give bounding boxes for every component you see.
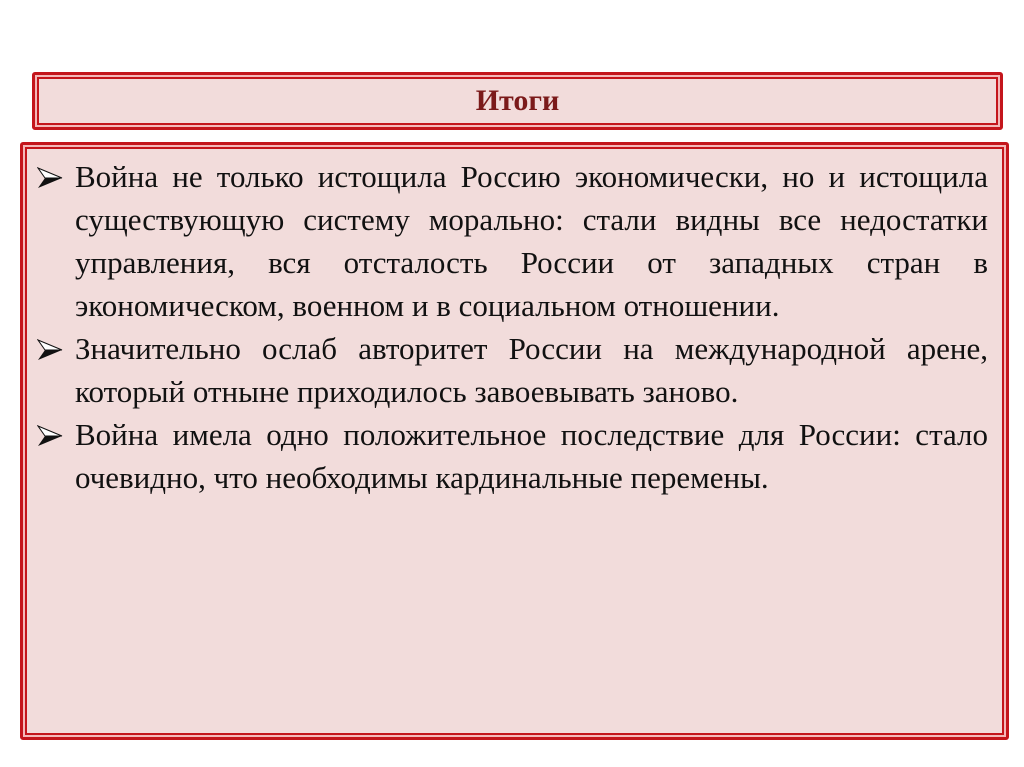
title-box [32,72,1003,130]
arrow-bullet-icon [37,327,75,413]
bullet-text: Война не только истощила Россию экономически, но и истощила существующую систему морально: стали видны все недостатки управления, вся отсталость России от западных стран в экономическом, военном и в социальном отношении. [75,159,988,323]
bullet-text: Значительно ослаб авторитет России на международной арене, который отныне приходилось завоевывать заново. [75,331,988,409]
bullet-item [37,413,988,499]
content-box [20,142,1009,740]
arrow-bullet-icon [37,413,75,499]
bullet-item [37,327,988,413]
bullet-text: Война имела одно положительное последствие для России: стало очевидно, что необходимы кардинальные перемены. [75,417,988,495]
slide-title: Итоги [475,84,560,117]
bullet-item [37,155,988,327]
arrow-bullet-icon [37,155,75,327]
